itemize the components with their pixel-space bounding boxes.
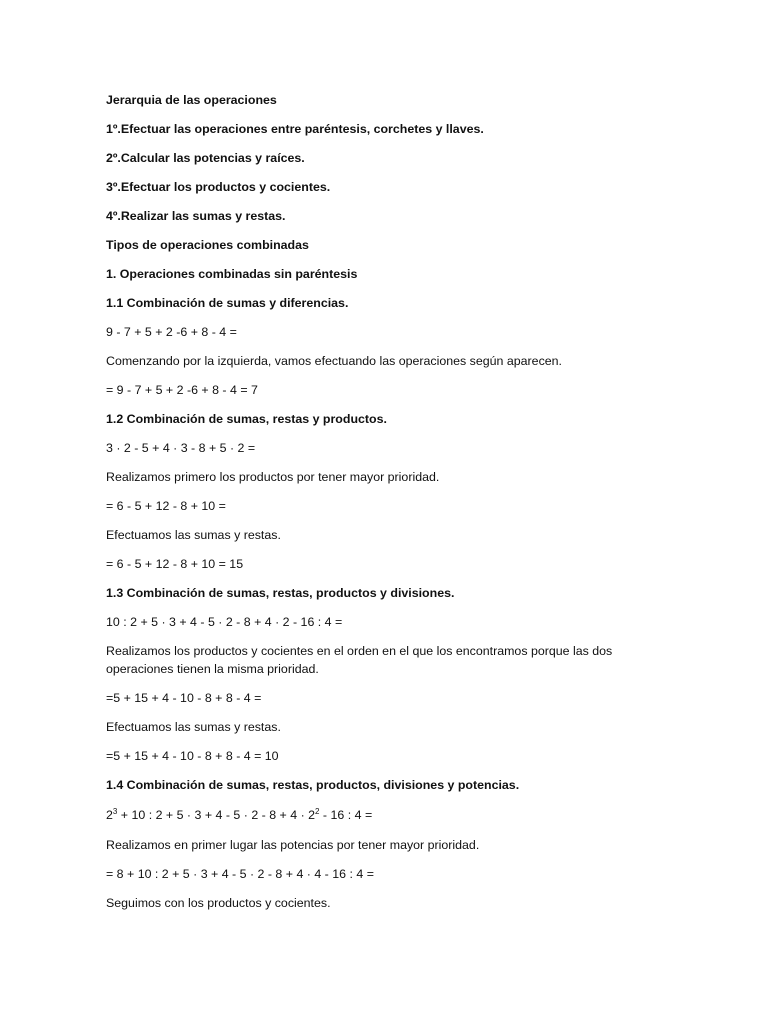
section-1-2-heading: 1.2 Combinación de sumas, restas y productos. [106, 412, 387, 426]
expression-with-powers [106, 806, 706, 824]
paragraph: Efectuamos las sumas y restas. [106, 528, 281, 542]
paragraph: Realizamos los productos y cocientes en el orden en el que los encontramos porque las dos operaciones tienen la misma prioridad. [106, 644, 613, 676]
paragraph: Comenzando por la izquierda, vamos efectuando las operaciones según aparecen. [106, 354, 562, 368]
expr-part: 2 [106, 808, 113, 822]
result: =5 + 15 + 4 - 10 - 8 + 8 - 4 = 10 [106, 749, 279, 763]
section-1-3-heading: 1.3 Combinación de sumas, restas, productos y divisiones. [106, 586, 455, 600]
paragraph: Seguimos con los productos y cocientes. [106, 896, 331, 910]
step: = 6 - 5 + 12 - 8 + 10 = [106, 499, 226, 513]
result: = 6 - 5 + 12 - 8 + 10 = 15 [106, 557, 244, 571]
rule-1: 1º.Efectuar las operaciones entre paréntesis, corchetes y llaves. [106, 122, 484, 136]
rule-2: 2º.Calcular las potencias y raíces. [106, 151, 305, 165]
paragraph: Efectuamos las sumas y restas. [106, 720, 281, 734]
rule-3: 3º.Efectuar los productos y cocientes. [106, 180, 331, 194]
result: = 9 - 7 + 5 + 2 -6 + 8 - 4 = 7 [106, 383, 258, 397]
expression: 3 · 2 - 5 + 4 · 3 - 8 + 5 · 2 = [106, 441, 256, 455]
paragraph: Realizamos en primer lugar las potencias por tener mayor prioridad. [106, 838, 480, 852]
expr-part: - 16 : 4 = [319, 808, 373, 822]
exponent: 3 [112, 807, 118, 816]
expression: 9 - 7 + 5 + 2 -6 + 8 - 4 = [106, 325, 237, 339]
expression: 10 : 2 + 5 · 3 + 4 - 5 · 2 - 8 + 4 · 2 - 16 : 4 = [106, 615, 343, 629]
step: =5 + 15 + 4 - 10 - 8 + 8 - 4 = [106, 691, 262, 705]
page-title: Jerarquia de las operaciones [106, 93, 277, 107]
exponent: 2 [315, 807, 320, 816]
section-1-heading: 1. Operaciones combinadas sin paréntesis [106, 267, 358, 281]
paragraph: Realizamos primero los productos por tener mayor prioridad. [106, 470, 440, 484]
types-heading: Tipos de operaciones combinadas [106, 238, 309, 252]
step: = 8 + 10 : 2 + 5 · 3 + 4 - 5 · 2 - 8 + 4 · 4 - 16 : 4 = [106, 867, 374, 881]
section-1-4-heading: 1.4 Combinación de sumas, restas, productos, divisiones y potencias. [106, 778, 520, 792]
expr-part: + 10 : 2 + 5 · 3 + 4 - 5 · 2 - 8 + 4 · 2 [117, 808, 316, 822]
rule-4: 4º.Realizar las sumas y restas. [106, 209, 286, 223]
section-1-1-heading: 1.1 Combinación de sumas y diferencias. [106, 296, 349, 310]
